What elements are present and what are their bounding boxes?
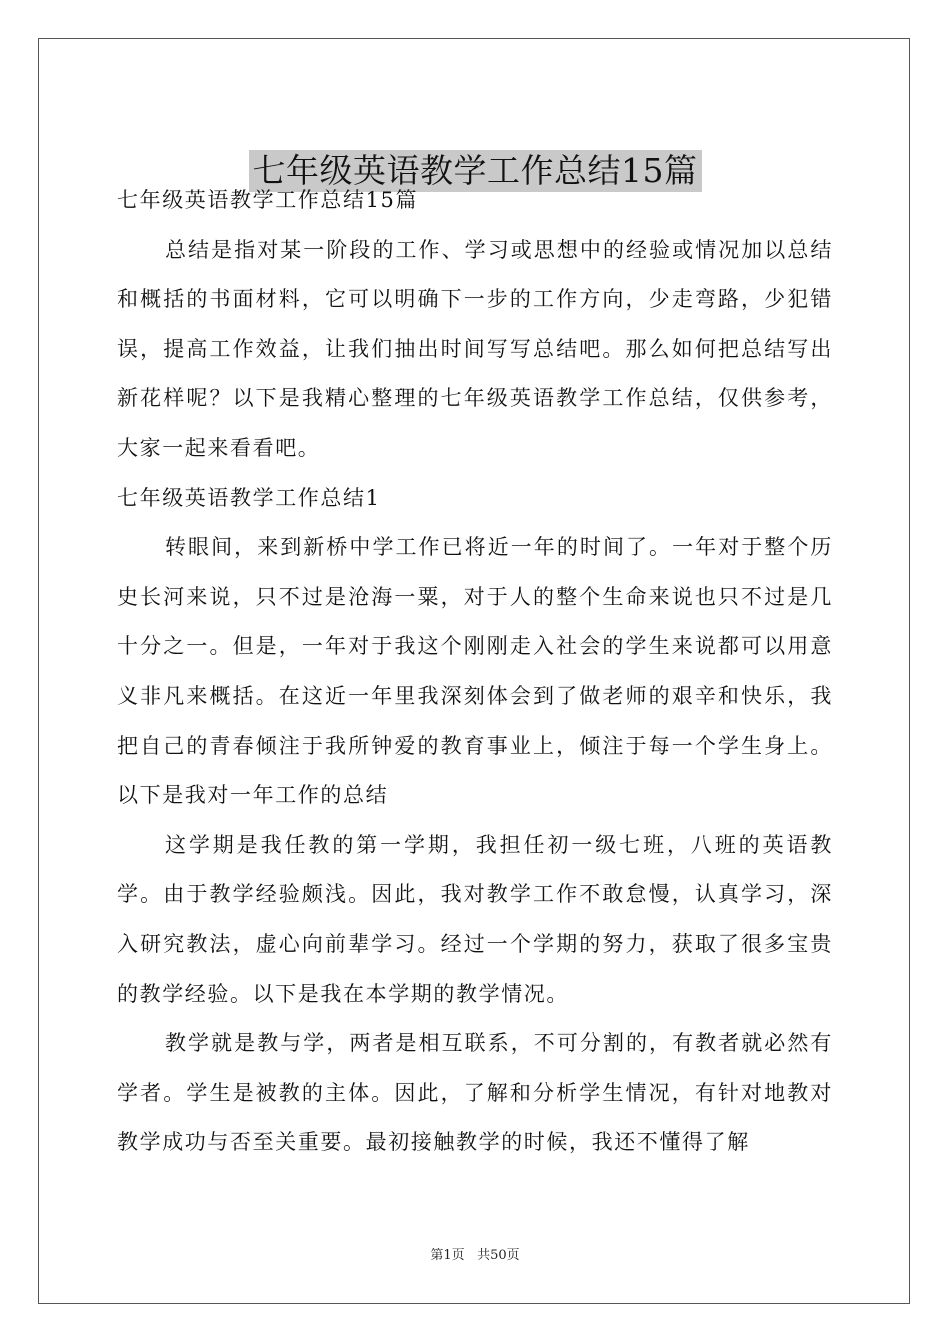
section-heading: 七年级英语教学工作总结15篇	[117, 188, 419, 212]
body-paragraph: 总结是指对某一阶段的工作、学习或思想中的经验或情况加以总结和概括的书面材料，它可以明确下一步的工作方向，少走弯路，少犯错误，提高工作效益，让我们抽出时间写写总结吧。那么如何把总结写出新花样呢？以下是我精心整理的七年级英语教学工作总结，仅供参考，大家一起来看看吧。	[117, 237, 833, 460]
body-paragraph: 转眼间，来到新桥中学工作已将近一年的时间了。一年对于整个历史长河来说，只不过是沧海一粟，对于人的整个生命来说也只不过是几十分之一。但是，一年对于我这个刚刚走入社会的学生来说都可以用意义非凡来概括。在这近一年里我深刻体会到了做老师的艰辛和快乐，我把自己的青春倾注于我所钟爱的教育事业上，倾注于每一个学生身上。以下是我对一年工作的总结	[117, 535, 833, 808]
page-footer	[0, 1246, 950, 1266]
body-paragraph: 这学期是我任教的第一学期，我担任初一级七班，八班的英语教学。由于教学经验颇浅。因此，我对教学工作不敢怠慢，认真学习，深入研究教法，虚心向前辈学习。经过一个学期的努力，获取了很多宝贵的教学经验。以下是我在本学期的教学情况。	[117, 832, 833, 1006]
section-heading: 七年级英语教学工作总结1	[117, 485, 381, 510]
page-total: 共50页	[477, 1248, 520, 1263]
body-paragraph: 教学就是教与学，两者是相互联系，不可分割的，有教者就必然有学者。学生是被教的主体。因此，了解和分析学生情况，有针对地教对教学成功与否至关重要。最初接触教学的时候，我还不懂得了解	[117, 1031, 833, 1155]
document-body	[117, 176, 833, 1168]
document-title: 七年级英语教学工作总结15篇	[249, 150, 702, 192]
page-number: 第1页	[430, 1248, 465, 1263]
